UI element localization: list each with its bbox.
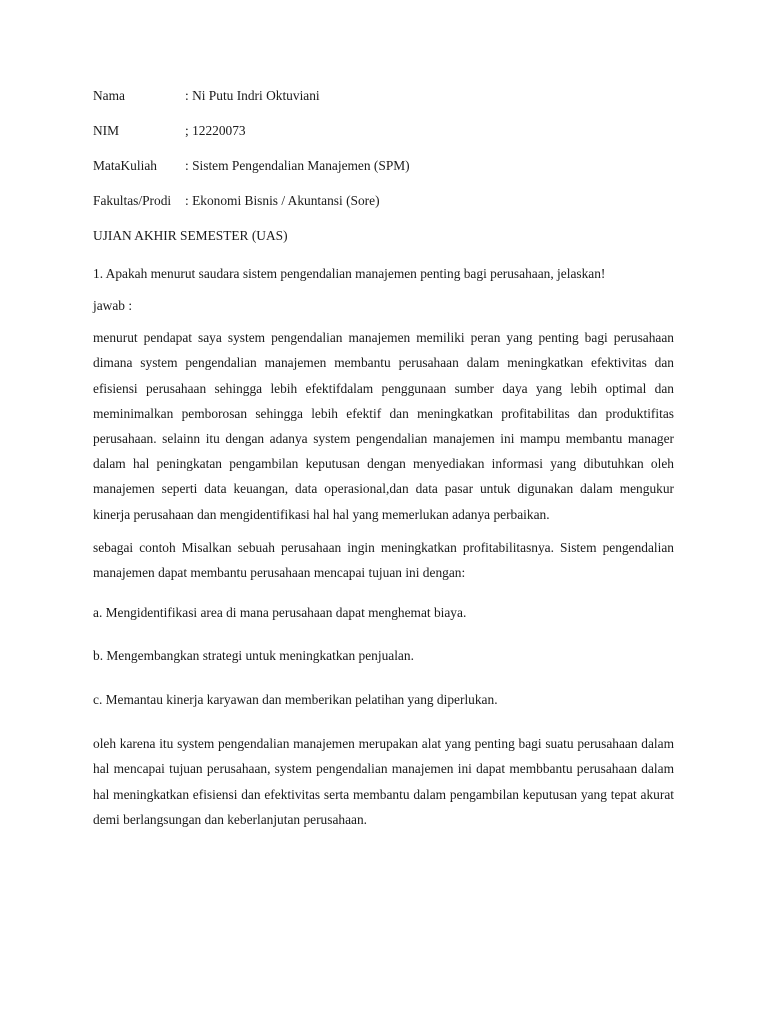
list-item-a: a. Mengidentifikasi area di mana perusahaan dapat menghemat biaya. [93, 605, 467, 621]
list-item-b: b. Mengembangkan strategi untuk meningkatkan penjualan. [93, 648, 414, 664]
document-page [93, 86, 674, 832]
fakultas-row [93, 191, 674, 226]
conclusion-paragraph: oleh karena itu system pengendalian manajemen merupakan alat yang penting bagi suatu perusahaan dalam hal mencapai tujuan perusahaan, system pengendalian manajemen ini dapat membbantu perusahaan dalam hal meningkatkan efisiensi dan efektivitas serta membantu dalam pengambilan keputusan yang tepat akurat demi berlangsungan dan keberlanjutan perusahaan. [93, 736, 674, 827]
list-item-c: c. Memantau kinerja karyawan dan memberikan pelatihan yang diperlukan. [93, 692, 498, 708]
exam-title: UJIAN AKHIR SEMESTER (UAS) [93, 228, 288, 243]
nim-value: ; 12220073 [185, 123, 246, 138]
matakuliah-label: MataKuliah [93, 158, 157, 173]
example-intro: sebagai contoh Misalkan sebuah perusahaan ingin meningkatkan profitabilitasnya. Sistem pengendalian manajemen dapat membantu perusahaan mencapai tujuan ini dengan: [93, 539, 674, 581]
matakuliah-row [93, 156, 674, 191]
question-text: 1. Apakah menurut saudara sistem pengendalian manajemen penting bagi perusahaan, jelaskan! [93, 266, 606, 281]
nama-value: : Ni Putu Indri Oktuviani [185, 88, 320, 103]
matakuliah-value: : Sistem Pengendalian Manajemen (SPM) [185, 158, 410, 173]
nama-row [93, 86, 674, 121]
fakultas-label: Fakultas/Prodi [93, 193, 172, 208]
nim-row [93, 121, 674, 156]
jawab-label: jawab : [93, 298, 133, 314]
answer-paragraph: menurut pendapat saya system pengendalian manajemen memiliki peran yang penting bagi perusahaan dimana system pengendalian manajemen membantu perusahaan dalam meningkatkan efektivitas dan efisiensi perusahaan sehingga lebih efektifdalam penggunaan sumber daya yang lebih optimal dan meminimalkan pemborosan sehingga lebih efektif dan meningkatkan profitabilitas dan produktifitas perusahaan. selainn itu dengan adanya system pengendalian manajemen ini mampu membantu manager dalam hal peningkatan pengambilan keputusan dengan menyediakan informasi yang dibutuhkan oleh manajemen seperti data keuangan, data operasional,dan data pasar untuk digunakan dalam mengukur kinerja perusahaan dan mengidentifikasi hal hal yang memerlukan adanya perbaikan. [93, 330, 674, 522]
nama-label: Nama [93, 88, 125, 103]
nim-label: NIM [93, 123, 120, 138]
fakultas-value: : Ekonomi Bisnis / Akuntansi (Sore) [185, 193, 380, 208]
